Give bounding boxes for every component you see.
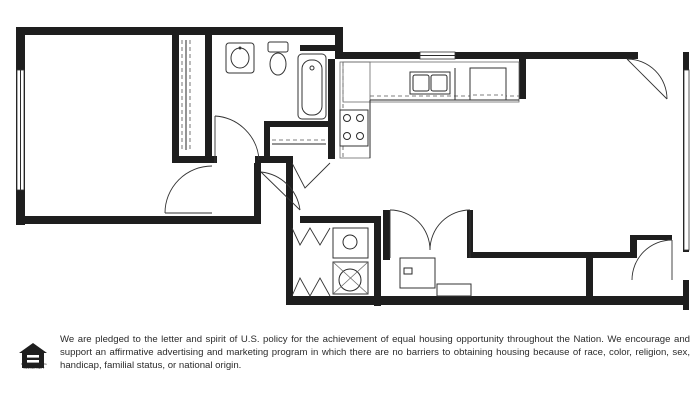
entry-closet <box>400 258 471 296</box>
kitchen <box>340 62 519 158</box>
fair-housing-disclaimer: We are pledged to the letter and spirit of U.S. policy for the achievement of equal housing opportunity throughout the Nation. We encourage and support an affirmative advertising and marketing program in which there are no barriers to obtaining housing because of race, color, religion, sex, handicap, familial status, or national origin. <box>60 334 690 372</box>
bathroom <box>226 42 326 144</box>
footer <box>14 330 690 390</box>
bedroom-closet <box>182 40 190 150</box>
laundry <box>292 228 368 296</box>
logo-caption: EQUAL HOUSING OPPORTUNITY <box>21 362 47 370</box>
